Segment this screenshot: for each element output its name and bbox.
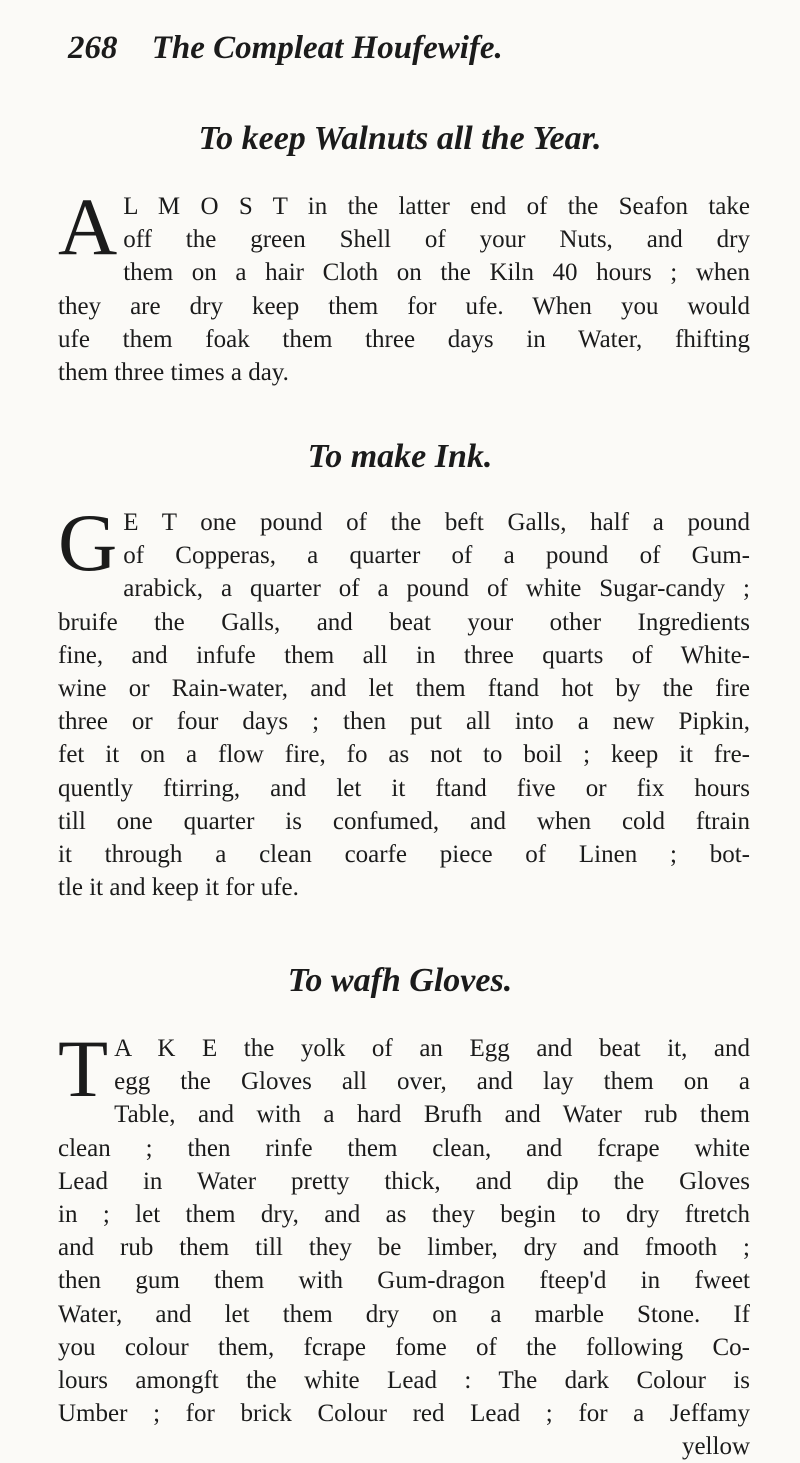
drop-cap: A — [58, 181, 118, 272]
text-line: they are dry keep them for ufe. When you would — [58, 292, 750, 320]
text-line: till one quarter is confumed, and when cold ftrain — [58, 807, 750, 835]
text-line: in ; let them dry, and as they begin to dry ftretch — [58, 1200, 750, 1228]
text-line: quently ftirring, and let it ftand five or fix hours — [58, 774, 750, 802]
recipe-title-gloves: To wafh Gloves. — [287, 962, 513, 999]
text-line: bruife the Galls, and beat your other Ingredients — [58, 608, 750, 636]
text-line: tle it and keep it for ufe. — [58, 874, 299, 902]
recipe-body-walnuts — [58, 181, 750, 389]
text-line: wine or Rain-water, and let them ftand hot by the fire — [58, 674, 750, 702]
catchword: yellow — [681, 1433, 750, 1461]
drop-cap: G — [58, 497, 118, 588]
text-line: off the green Shell of your Nuts, and dry — [123, 226, 750, 254]
text-line: Umber ; for brick Colour red Lead ; for a Jeffamy — [58, 1400, 750, 1428]
text-line: three or four days ; then put all into a new Pipkin, — [58, 708, 750, 736]
text-line: A K E the yolk of an Egg and beat it, and — [114, 1035, 750, 1062]
text-line: Lead in Water pretty thick, and dip the Gloves — [58, 1167, 750, 1195]
recipe-body-ink — [58, 497, 750, 904]
recipe-title-ink: To make Ink. — [307, 438, 493, 475]
running-title: The Compleat Houfewife. — [151, 30, 503, 66]
recipe-title-walnuts: To keep Walnuts all the Year. — [198, 120, 602, 157]
text-line: them three times a day. — [58, 358, 289, 386]
drop-cap: T — [58, 1023, 109, 1114]
text-line: Table, and with a hard Brufh and Water rub them — [114, 1101, 750, 1129]
text-line: you colour them, fcrape fome of the following Co- — [58, 1333, 750, 1361]
text-line: then gum them with Gum-dragon fteep'd in fweet — [58, 1267, 750, 1295]
text-line: it through a clean coarfe piece of Linen ; bot- — [58, 840, 750, 868]
page-number: 268 — [68, 30, 118, 66]
text-line: egg the Gloves all over, and lay them on a — [114, 1068, 750, 1096]
text-line: L M O S T in the latter end of the Seafon take — [123, 193, 750, 220]
text-line: them on a hair Cloth on the Kiln 40 hours ; when — [123, 259, 750, 287]
text-line: of Copperas, a quarter of a pound of Gum- — [123, 542, 750, 570]
text-line: Water, and let them dry on a marble Stone. If — [58, 1300, 750, 1328]
text-line: E T one pound of the beft Galls, half a pound — [123, 509, 750, 536]
running-header — [68, 30, 708, 67]
text-line: arabick, a quarter of a pound of white Sugar-candy ; — [123, 575, 750, 603]
text-line: and rub them till they be limber, dry and fmooth ; — [58, 1234, 750, 1262]
text-line: lours amongft the white Lead : The dark Colour is — [58, 1366, 750, 1394]
recipe-body-gloves — [58, 1023, 750, 1463]
text-line: clean ; then rinfe them clean, and fcrape white — [58, 1134, 750, 1162]
text-line: ufe them foak them three days in Water, fhifting — [58, 325, 750, 353]
text-line: fine, and infufe them all in three quarts of White- — [58, 641, 750, 669]
text-line: fet it on a flow fire, fo as not to boil ; keep it fre- — [58, 741, 750, 769]
